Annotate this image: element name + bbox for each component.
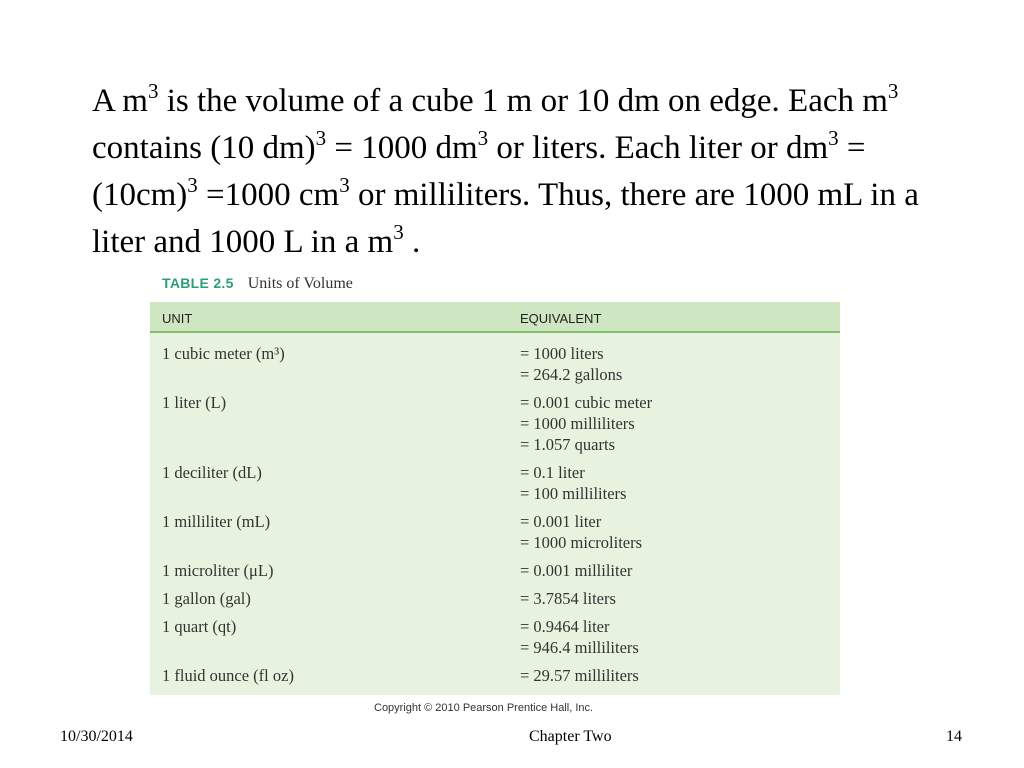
slide-number: 14 <box>946 728 962 745</box>
equivalent-cell <box>520 588 616 609</box>
copyright-notice: Copyright © 2010 Pearson Prentice Hall, Inc. <box>374 702 594 714</box>
equivalent-line: = 100 milliliters <box>520 484 627 503</box>
table-row <box>150 392 840 462</box>
table-body <box>150 333 840 693</box>
equivalent-line: = 1000 milliliters <box>520 414 635 433</box>
table-row <box>150 462 840 511</box>
equivalent-line: = 0.001 milliliter <box>520 561 633 580</box>
equivalent-cell <box>520 560 632 581</box>
table-title: Units of Volume <box>247 275 353 292</box>
paragraph-text: or milliliters. Thus, there are 1000 mL in a liter and 1000 L in a m <box>92 177 919 260</box>
equivalent-line: = 1.057 quarts <box>520 435 616 454</box>
equivalent-cell <box>520 392 652 455</box>
table-caption <box>162 275 353 293</box>
superscript-exponent: 3 <box>477 126 489 150</box>
table-row <box>150 665 840 693</box>
equivalent-cell <box>520 511 642 553</box>
unit-cell: 1 fluid ounce (fl oz) <box>162 666 294 685</box>
equivalent-line: = 0.001 cubic meter <box>520 393 653 412</box>
unit-cell: 1 milliliter (mL) <box>162 512 271 531</box>
equivalent-line: = 0.1 liter <box>520 463 585 482</box>
equivalent-cell <box>520 462 626 504</box>
superscript-exponent: 3 <box>147 79 159 103</box>
equivalent-line: = 1000 microliters <box>520 533 643 552</box>
paragraph-text: . <box>403 224 421 260</box>
paragraph-text: contains (10 dm) <box>92 130 316 166</box>
unit-cell: 1 quart (qt) <box>162 617 237 636</box>
table-row <box>150 560 840 588</box>
unit-cell: 1 gallon (gal) <box>162 589 251 608</box>
table-number: TABLE 2.5 <box>162 275 234 291</box>
equivalent-line: = 0.9464 liter <box>520 617 610 636</box>
paragraph-text: = 1000 dm <box>326 130 478 166</box>
superscript-exponent: 3 <box>315 126 327 150</box>
equivalent-line: = 0.001 liter <box>520 512 602 531</box>
unit-cell: 1 liter (L) <box>162 393 227 412</box>
unit-cell: 1 microliter (μL) <box>162 561 274 580</box>
equivalent-line: = 264.2 gallons <box>520 365 623 384</box>
equivalent-cell <box>520 665 639 686</box>
table-row <box>150 588 840 616</box>
paragraph-text: =1000 cm <box>197 177 340 213</box>
header-unit: UNIT <box>162 311 193 326</box>
paragraph-text: is the volume of a cube 1 m or 10 dm on edge. Each m <box>158 83 888 119</box>
superscript-exponent: 3 <box>393 220 404 244</box>
footer-date: 10/30/2014 <box>60 728 133 745</box>
superscript-exponent: 3 <box>187 173 198 197</box>
equivalent-line: = 1000 liters <box>520 344 604 363</box>
table-row <box>150 616 840 665</box>
table-header-row <box>150 302 840 333</box>
equivalent-line: = 29.57 milliliters <box>520 666 639 685</box>
paragraph-text: = (10cm) <box>92 130 866 213</box>
equivalent-cell <box>520 616 639 658</box>
paragraph-text: A m <box>92 83 148 119</box>
equivalent-cell <box>520 343 622 385</box>
superscript-exponent: 3 <box>828 126 839 150</box>
equivalent-line: = 3.7854 liters <box>520 589 616 608</box>
table-row <box>150 511 840 560</box>
header-equivalent: EQUIVALENT <box>520 311 602 326</box>
unit-cell: 1 deciliter (dL) <box>162 463 262 482</box>
paragraph-text: or liters. Each liter or dm <box>488 130 829 166</box>
equivalent-line: = 946.4 milliliters <box>520 638 639 657</box>
superscript-exponent: 3 <box>339 173 350 197</box>
units-of-volume-table <box>150 302 840 695</box>
superscript-exponent: 3 <box>887 79 899 103</box>
unit-cell: 1 cubic meter (m³) <box>162 344 285 363</box>
footer-chapter: Chapter Two <box>529 728 612 745</box>
table-row <box>150 343 840 392</box>
body-paragraph <box>92 78 972 266</box>
